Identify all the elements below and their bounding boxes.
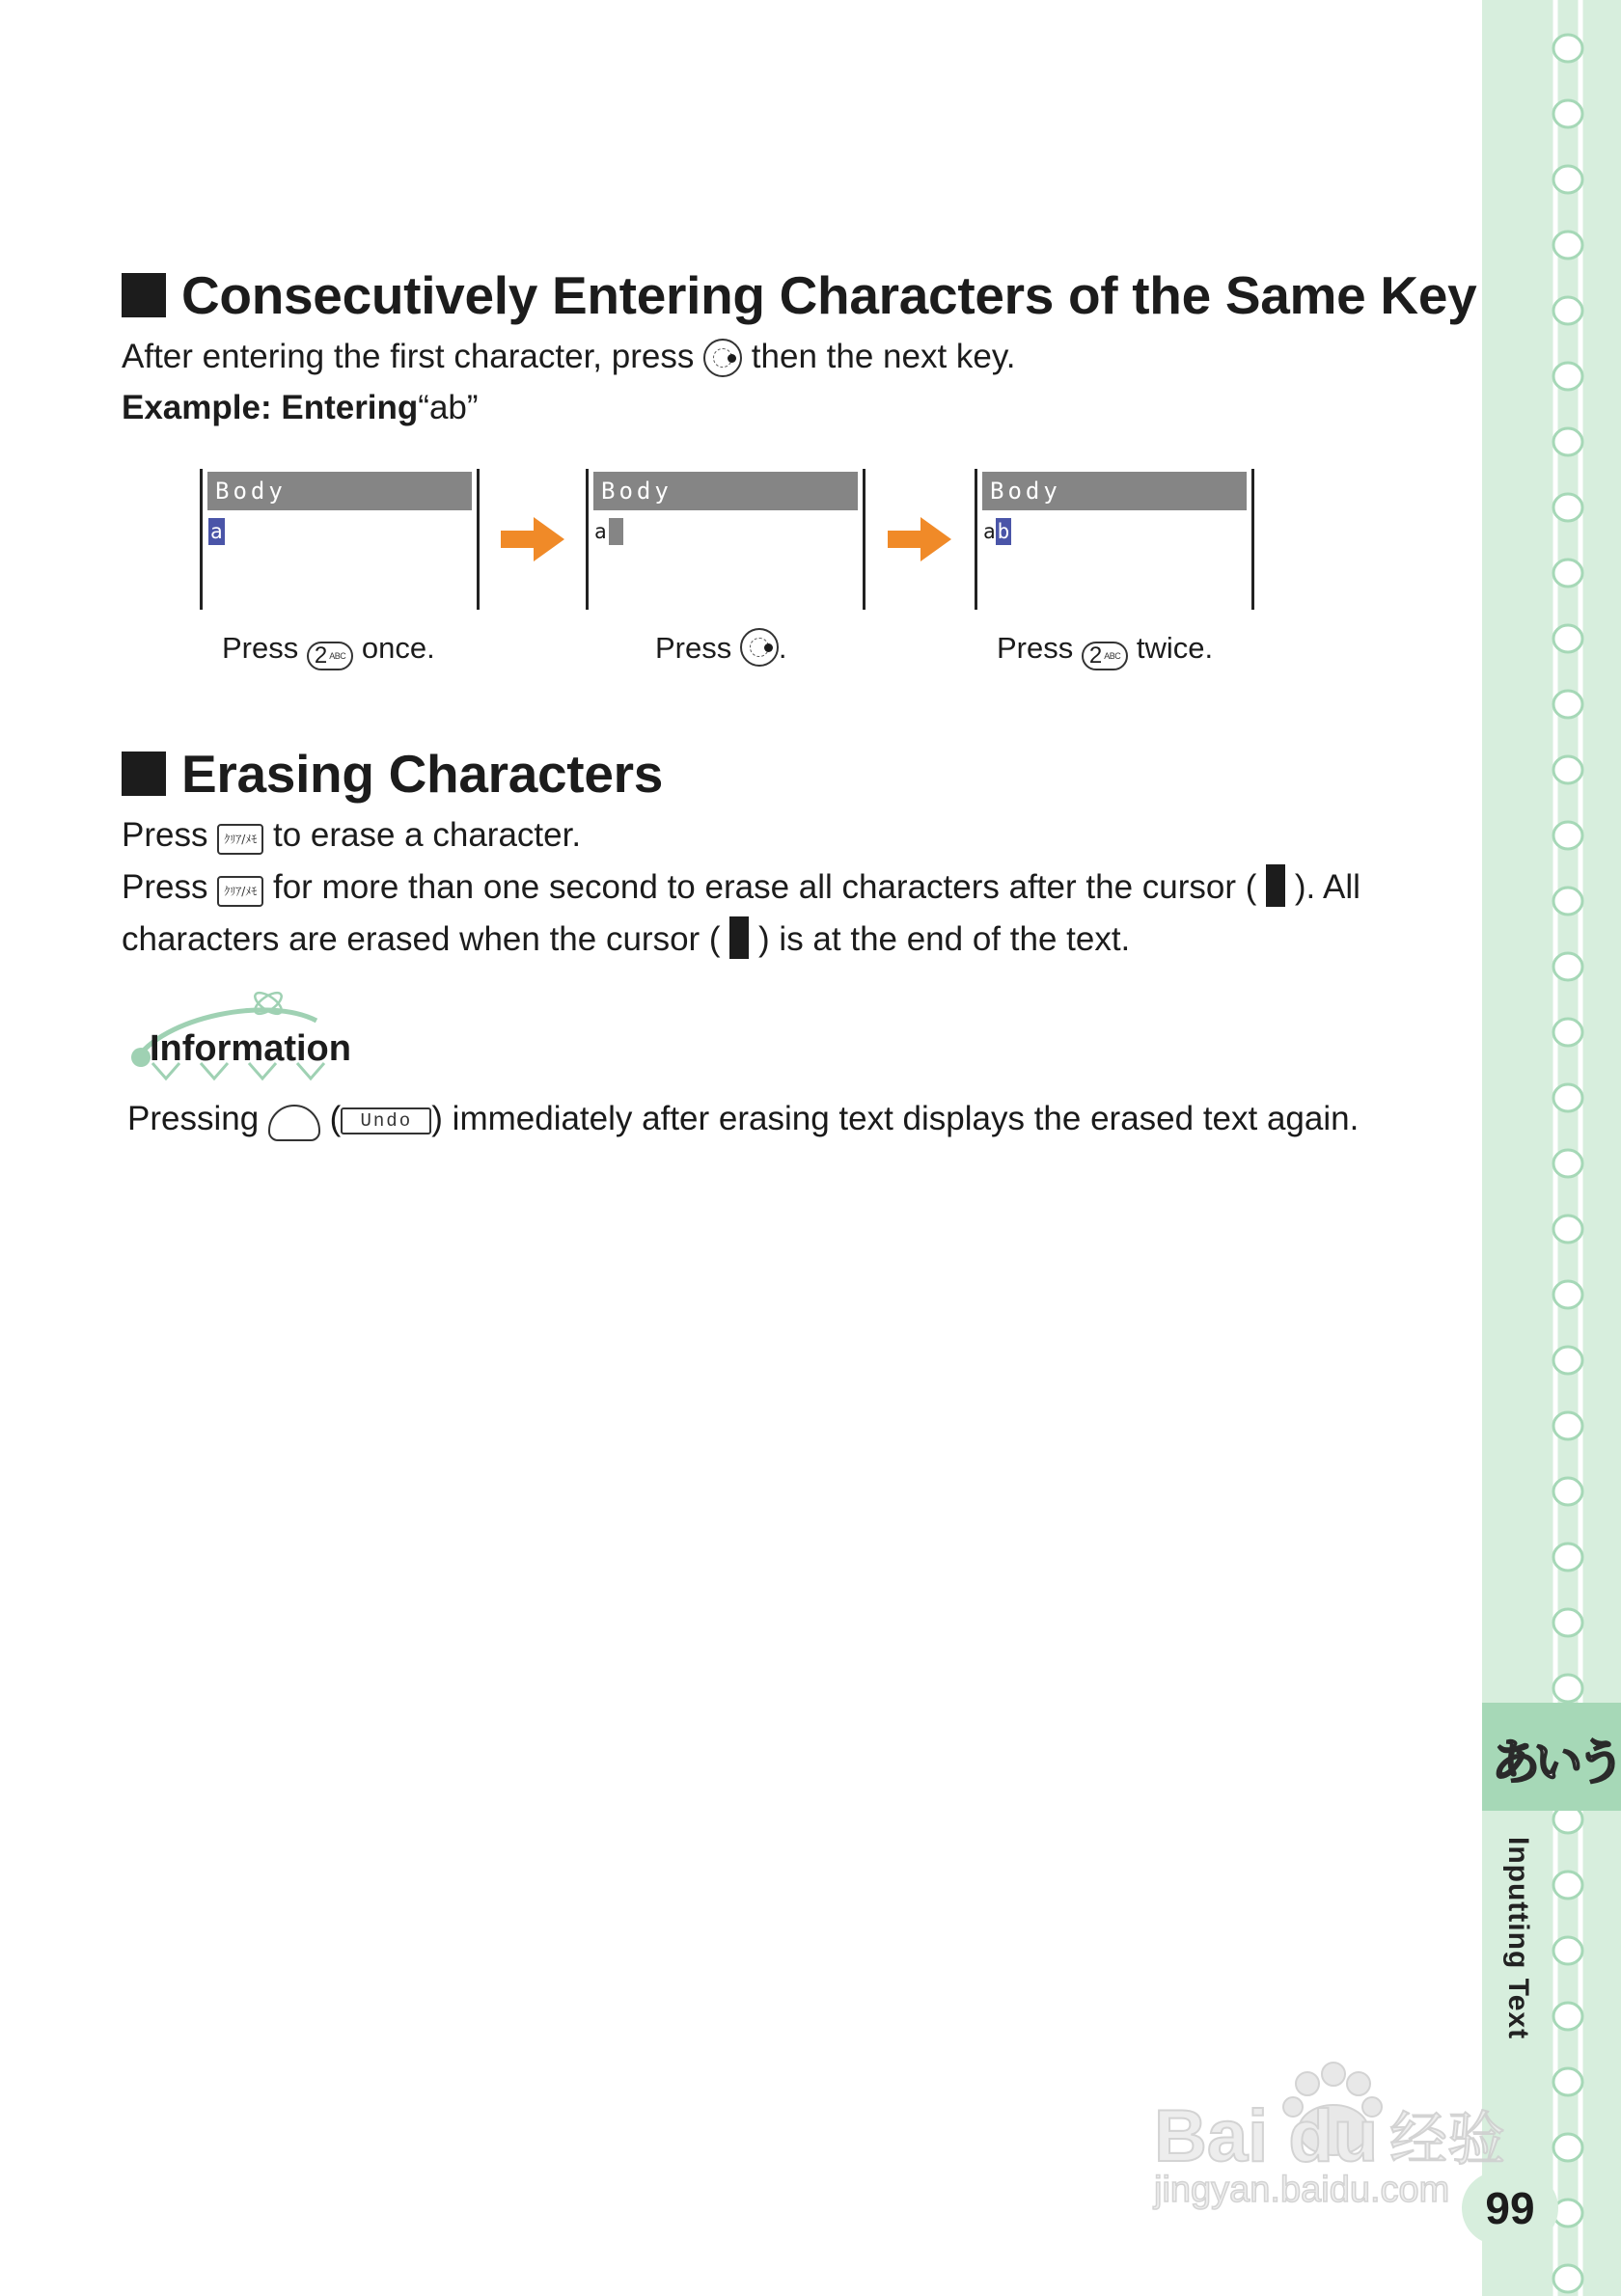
cursor-block-icon (1266, 864, 1285, 907)
heading-square-icon (122, 752, 166, 796)
screen-text-plain: a (594, 520, 607, 543)
erase-text: Press (122, 816, 208, 854)
information-title: Information (150, 1028, 351, 1069)
binding-rings-decoration (1544, 0, 1592, 2296)
info-open-paren: ( (329, 1100, 342, 1137)
caption-text: Press (222, 631, 299, 665)
section-heading-erasing (122, 743, 663, 805)
example-line (122, 382, 479, 434)
binding-ring (1553, 625, 1582, 652)
binding-ring (1553, 2003, 1582, 2030)
screen-title: Body (593, 472, 858, 510)
caption-2 (655, 625, 787, 671)
binding-ring (1553, 363, 1582, 390)
nav-key-right-icon (740, 628, 779, 667)
undo-label-icon: Undo (341, 1107, 431, 1134)
binding-ring (1553, 888, 1582, 915)
binding-ring (1553, 232, 1582, 259)
binding-ring (1553, 2134, 1582, 2161)
page-number: 99 (1462, 2172, 1558, 2245)
erase-text: ) is at the end of the text. (758, 920, 1131, 958)
heading-square-icon (122, 273, 166, 317)
section-heading-text: Consecutively Entering Characters of the Same Key (181, 265, 1477, 325)
binding-ring (1553, 1544, 1582, 1571)
erase-line-2 (122, 861, 1360, 914)
binding-ring (1553, 100, 1582, 127)
binding-ring (1553, 494, 1582, 521)
key-sub: ABC (1104, 650, 1121, 661)
information-text (127, 1092, 1359, 1146)
chapter-label: Inputting Text (1502, 1837, 1534, 2040)
watermark-cn: 经验 (1389, 2106, 1505, 2173)
binding-ring (1553, 1675, 1582, 1702)
example-value: “ab” (418, 389, 479, 426)
screen-panel-2 (586, 469, 865, 610)
erase-text: ). All (1294, 868, 1360, 906)
binding-ring (1553, 1281, 1582, 1308)
watermark-brand: Bai du (1154, 2095, 1379, 2177)
binding-ring (1553, 953, 1582, 980)
binding-ring (1553, 35, 1582, 62)
example-label: Example: Entering (122, 389, 419, 426)
caption-text: twice. (1136, 631, 1214, 665)
binding-ring (1553, 1150, 1582, 1177)
erase-text: Press (122, 868, 208, 906)
intro-text-after: then the next key. (751, 338, 1016, 375)
binding-ring (1553, 1609, 1582, 1636)
binding-ring (1553, 1216, 1582, 1243)
caption-text: . (778, 631, 787, 665)
screen-text-selected: b (997, 520, 1010, 543)
caption-text: Press (655, 631, 732, 665)
section-heading-consecutive (122, 264, 1476, 326)
screen-text (208, 517, 225, 546)
screen-title: Body (207, 472, 472, 510)
section-heading-text: Erasing Characters (181, 744, 663, 804)
intro-paragraph (122, 331, 1016, 383)
soft-key-icon (268, 1105, 320, 1141)
screen-text-plain: a (983, 520, 996, 543)
binding-ring (1553, 297, 1582, 324)
arrow-right-icon (888, 517, 951, 561)
binding-ring (1553, 1347, 1582, 1374)
erase-text: to erase a character. (272, 816, 582, 854)
key-digit: 2 (1088, 642, 1103, 669)
binding-ring (1553, 1937, 1582, 1964)
watermark-url: jingyan.baidu.com (1154, 2170, 1450, 2210)
key-2-icon (1082, 642, 1128, 670)
caption-1 (222, 625, 435, 671)
cursor-block-icon (729, 916, 749, 959)
caption-text: once. (361, 631, 435, 665)
binding-ring (1553, 756, 1582, 783)
binding-ring (1553, 1019, 1582, 1046)
clear-key-icon: ｸﾘｱ/ﾒﾓ (217, 876, 263, 907)
binding-ring (1553, 166, 1582, 193)
screen-text (594, 517, 623, 546)
key-sub: ABC (329, 650, 346, 661)
binding-ring (1553, 428, 1582, 455)
binding-ring (1553, 1478, 1582, 1505)
nav-key-right-icon (703, 339, 742, 377)
binding-ring (1553, 1412, 1582, 1439)
binding-ring (1553, 1084, 1582, 1111)
info-text-after: ) immediately after erasing text displays the erased text again. (431, 1100, 1360, 1137)
clear-key-icon: ｸﾘｱ/ﾒﾓ (217, 824, 263, 855)
key-digit: 2 (314, 642, 328, 669)
erase-line-1 (122, 809, 581, 861)
intro-text-before: After entering the first character, press (122, 338, 695, 375)
caption-text: Press (997, 631, 1074, 665)
screen-cursor (609, 518, 623, 545)
caption-3 (997, 625, 1213, 671)
binding-ring (1553, 822, 1582, 849)
erase-line-3 (122, 914, 1130, 966)
binding-ring (1553, 2265, 1582, 2292)
binding-ring (1553, 2068, 1582, 2095)
erase-text: characters are erased when the cursor ( (122, 920, 721, 958)
chapter-tab-glyph: あいう (1492, 1735, 1619, 1790)
screen-text-selected: a (210, 520, 223, 543)
binding-ring (1553, 1872, 1582, 1899)
arrow-right-icon (501, 517, 564, 561)
screen-panel-1 (200, 469, 480, 610)
binding-ring (1553, 560, 1582, 587)
screen-text (983, 517, 1011, 546)
screen-panel-3 (975, 469, 1254, 610)
info-text-before: Pressing (127, 1100, 260, 1137)
erase-text: for more than one second to erase all characters after the cursor ( (272, 868, 1257, 906)
binding-ring (1553, 691, 1582, 718)
screen-title: Body (982, 472, 1247, 510)
key-2-icon (307, 642, 353, 670)
